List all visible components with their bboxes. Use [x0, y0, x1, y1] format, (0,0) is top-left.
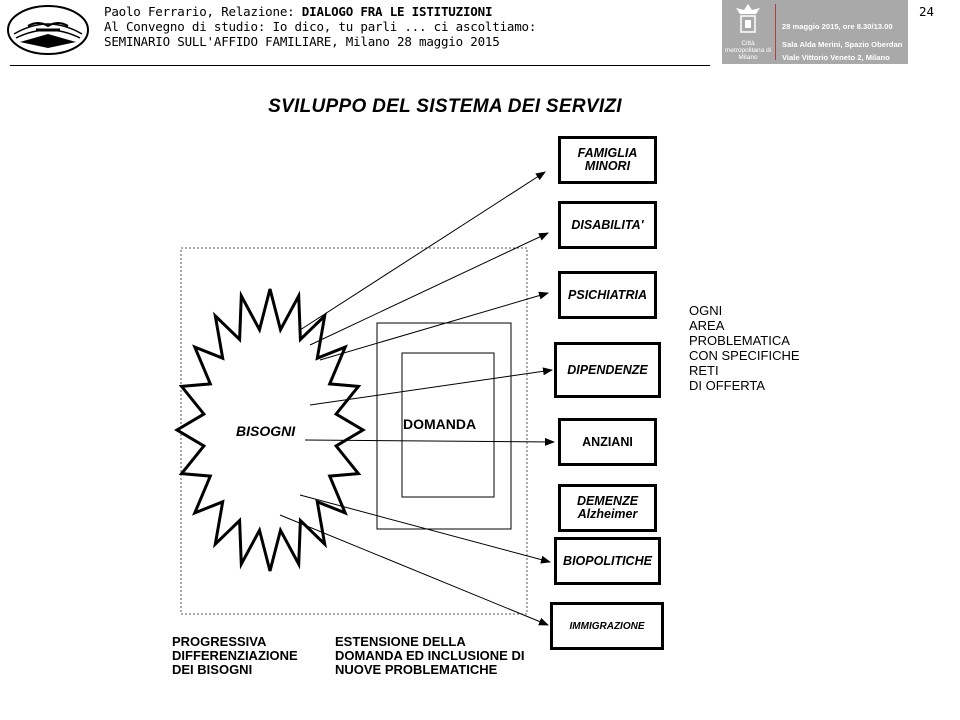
page-number: 24 [918, 4, 934, 19]
header-author: Paolo Ferrario, Relazione: [104, 4, 302, 19]
caption-bisogni: PROGRESSIVA DIFFERENZIAZIONE DEI BISOGNI [172, 634, 298, 677]
diagram-title: SVILUPPO DEL SISTEMA DEI SERVIZI [268, 96, 622, 117]
service-box-famiglia-minori: FAMIGLIA MINORI [558, 136, 657, 184]
service-box-anziani: ANZIANI [558, 418, 657, 466]
header-title: DIALOGO FRA LE ISTITUZIONI [301, 4, 493, 19]
event-organizer: Città metropolitana di Milano [724, 40, 772, 61]
event-venue: Sala Alda Merini, Spazio Oberdan [782, 40, 903, 49]
domanda-label: DOMANDA [403, 416, 477, 432]
event-date-time: 28 maggio 2015, ore 8.30/13.00 [782, 22, 893, 31]
service-box-dipendenze: DIPENDENZE [554, 342, 661, 398]
service-arrow [300, 495, 550, 562]
service-box-biopolitiche: BIOPOLITICHE [554, 537, 661, 585]
side-note: OGNI AREA PROBLEMATICA CON SPECIFICHE RETI DI OFFERTA [689, 303, 800, 393]
bisogni-label: BISOGNI [236, 423, 296, 439]
service-arrow [300, 172, 545, 330]
service-arrow [280, 515, 548, 625]
header-line-convegno: Al Convegno di studio: Io dico, tu parli ... ci ascoltiamo: [104, 19, 537, 34]
caption-domanda: ESTENSIONE DELLA DOMANDA ED INCLUSIONE DI NUOVE PROBLEMATICHE [335, 634, 525, 677]
service-arrow [320, 293, 548, 360]
header-line-seminario: SEMINARIO SULL'AFFIDO FAMILIARE, Milano 28 maggio 2015 [104, 34, 500, 49]
service-box-psichiatria: PSICHIATRIA [558, 271, 657, 319]
service-box-immigrazione: IMMIGRAZIONE [550, 602, 664, 650]
service-box-disabilita: DISABILITA' [558, 201, 657, 249]
service-box-demenze: DEMENZE Alzheimer [558, 484, 657, 532]
event-address: Viale Vittorio Veneto 2, Milano [782, 53, 890, 62]
